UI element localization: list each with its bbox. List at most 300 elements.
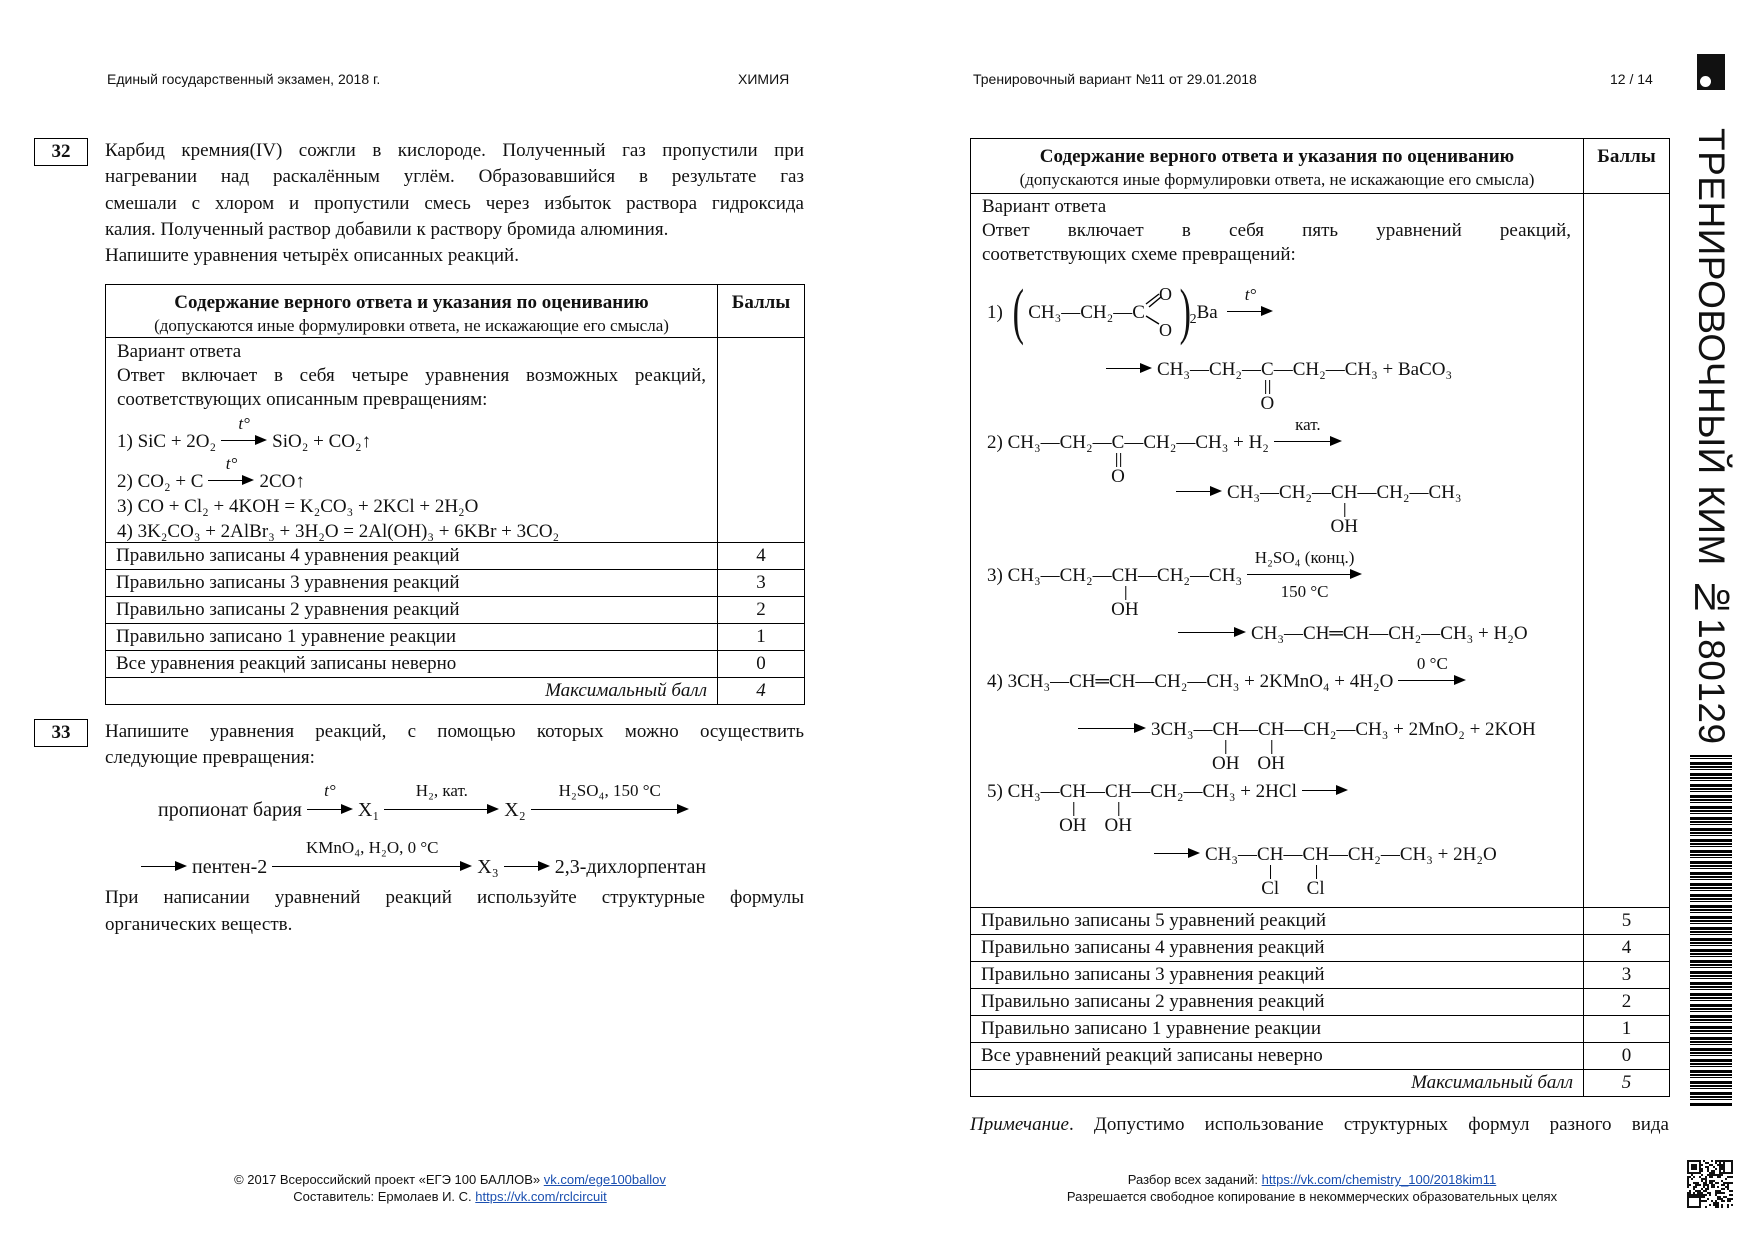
reaction-arrow bbox=[208, 453, 254, 489]
qr-module bbox=[1699, 1166, 1701, 1168]
qr-module bbox=[1729, 1194, 1731, 1196]
formula-text: SiO₂ + CO₂↑ bbox=[272, 431, 372, 452]
reaction-arrow bbox=[1176, 481, 1222, 500]
max-score-value: 5 bbox=[1584, 1070, 1670, 1097]
qr-module bbox=[1699, 1162, 1701, 1164]
qr-module bbox=[1699, 1206, 1701, 1208]
qr-module bbox=[1695, 1196, 1697, 1198]
qr-module bbox=[1723, 1170, 1725, 1172]
atom-group bbox=[1111, 431, 1125, 487]
q33-text-line: следующие превращения: bbox=[105, 747, 315, 768]
arrow-condition-above: t° bbox=[238, 413, 250, 433]
score-row bbox=[971, 1043, 1670, 1070]
qr-module bbox=[1731, 1170, 1733, 1172]
qr-module bbox=[1691, 1172, 1693, 1174]
qr-module bbox=[1687, 1162, 1689, 1164]
qr-module bbox=[1711, 1182, 1713, 1184]
criterion-points: 0 bbox=[718, 651, 805, 678]
atom-group bbox=[1059, 780, 1087, 836]
reaction-arrow bbox=[1398, 653, 1466, 689]
arrow-head-icon bbox=[1336, 785, 1348, 795]
qr-module bbox=[1721, 1180, 1723, 1182]
copyright-text: © 2017 Всероссийский проект «ЕГЭ 100 БАЛЛОВ» bbox=[234, 1172, 544, 1187]
qr-module bbox=[1693, 1206, 1695, 1208]
answer-line: соответствующих схеме превращений: bbox=[982, 244, 1296, 265]
qr-module bbox=[1703, 1184, 1705, 1186]
formula-text: — bbox=[1238, 719, 1258, 740]
qr-module bbox=[1705, 1190, 1707, 1192]
qr-module bbox=[1731, 1162, 1733, 1164]
atom-label: C bbox=[1111, 432, 1125, 453]
formula-text: 3CH₃— bbox=[1151, 719, 1213, 740]
qr-module bbox=[1709, 1180, 1711, 1182]
formula-text: —CH₂—CH₃ + 2MnO₂ + 2KOH bbox=[1284, 719, 1536, 740]
q32-text-line: калия. Полученный раствор добавили к раствору бромида алюминия. bbox=[105, 219, 669, 240]
reaction-arrow bbox=[1178, 622, 1246, 641]
qr-module bbox=[1699, 1164, 1701, 1166]
qr-module bbox=[1711, 1176, 1713, 1178]
qr-module bbox=[1687, 1172, 1689, 1174]
reaction-3-product bbox=[1173, 622, 1528, 646]
qr-module bbox=[1703, 1190, 1705, 1192]
qr-module bbox=[1687, 1196, 1689, 1198]
formula-text: пропионат бария bbox=[158, 799, 302, 821]
reaction-5-product bbox=[1149, 843, 1497, 899]
substituent: OH bbox=[1111, 588, 1138, 620]
q32-text-line: нагревании над раскалённым углём. Образовавшийся в результате газ bbox=[105, 166, 804, 187]
answer-content bbox=[971, 194, 1584, 908]
arrow-shaft bbox=[384, 809, 492, 810]
qr-module bbox=[1709, 1174, 1711, 1176]
reaction-arrow bbox=[221, 413, 267, 449]
project-link[interactable]: vk.com/ege100ballov bbox=[543, 1172, 666, 1187]
q33-text-line: Напишите уравнения реакций, с помощью которых можно осуществить bbox=[105, 721, 804, 742]
qr-module bbox=[1687, 1186, 1689, 1188]
qr-module bbox=[1699, 1194, 1701, 1196]
qr-module bbox=[1689, 1192, 1691, 1194]
arrow-shaft bbox=[1247, 574, 1355, 575]
qr-module bbox=[1689, 1206, 1691, 1208]
qr-module bbox=[1709, 1194, 1711, 1196]
qr-module bbox=[1717, 1196, 1719, 1198]
q32-task: Напишите уравнения четырёх описанных реакций. bbox=[105, 245, 519, 266]
qr-module bbox=[1693, 1194, 1695, 1196]
reaction-arrow bbox=[531, 781, 689, 818]
qr-module bbox=[1713, 1204, 1715, 1206]
atom-group bbox=[1104, 780, 1132, 836]
open-paren: ( bbox=[1012, 278, 1024, 346]
qr-module bbox=[1717, 1192, 1719, 1194]
atom-label: C bbox=[1261, 359, 1274, 380]
qr-module bbox=[1729, 1182, 1731, 1184]
qr-module bbox=[1705, 1176, 1707, 1178]
qr-module bbox=[1705, 1206, 1707, 1208]
footer-right-line-2: Разрешается свободное копирование в некоммерческих образовательных целях bbox=[1066, 1189, 1558, 1204]
reaction-number: 1) bbox=[987, 302, 1003, 323]
qr-module bbox=[1687, 1192, 1689, 1194]
variant-title: Тренировочный вариант №11 от 29.01.2018 bbox=[973, 71, 1257, 87]
qr-module bbox=[1689, 1172, 1691, 1174]
qr-module bbox=[1687, 1194, 1689, 1196]
equation-2 bbox=[117, 453, 305, 494]
formula-text: — bbox=[1086, 781, 1106, 802]
max-score-row bbox=[971, 1070, 1670, 1097]
arrow-shaft bbox=[1398, 680, 1459, 681]
qr-module bbox=[1731, 1198, 1733, 1200]
qr-module bbox=[1725, 1178, 1727, 1180]
qr-module bbox=[1721, 1160, 1723, 1162]
arrow-head-icon bbox=[175, 861, 187, 871]
qr-module bbox=[1715, 1160, 1717, 1162]
note-text: . Допустимо использование структурных формул разного вида bbox=[1068, 1114, 1669, 1135]
atom-group bbox=[1212, 718, 1240, 774]
qr-module bbox=[1695, 1164, 1697, 1166]
qr-module bbox=[1723, 1166, 1725, 1168]
qr-module bbox=[1713, 1170, 1715, 1172]
qr-module bbox=[1727, 1182, 1729, 1184]
qr-module bbox=[1719, 1168, 1721, 1170]
answer-title: Вариант ответа bbox=[982, 196, 1107, 217]
answer-line: соответствующих описанным превращениям: bbox=[117, 389, 488, 410]
qr-module bbox=[1705, 1184, 1707, 1186]
qr-module bbox=[1727, 1184, 1729, 1186]
qr-module bbox=[1715, 1202, 1717, 1204]
qr-module bbox=[1727, 1198, 1729, 1200]
qr-module bbox=[1719, 1192, 1721, 1194]
qr-module bbox=[1707, 1162, 1709, 1164]
substituent: Cl bbox=[1261, 867, 1279, 899]
qr-module bbox=[1709, 1164, 1711, 1166]
qr-module bbox=[1723, 1184, 1725, 1186]
qr-module bbox=[1693, 1196, 1695, 1198]
formula-text: 4) 3K₂CO₃ + 2AlBr₃ + 3H₂O = 2Al(OH)₃ + 6KBr + 3CO₂ bbox=[117, 521, 560, 542]
qr-module bbox=[1731, 1172, 1733, 1174]
barcode bbox=[1690, 755, 1732, 1107]
author-link[interactable]: https://vk.com/rclcircuit bbox=[475, 1189, 607, 1204]
note bbox=[970, 1112, 1669, 1138]
criterion-points: 5 bbox=[1584, 908, 1670, 935]
qr-module bbox=[1713, 1180, 1715, 1182]
qr-module bbox=[1721, 1164, 1723, 1166]
qr-module bbox=[1729, 1190, 1731, 1192]
criterion-points: 0 bbox=[1584, 1043, 1670, 1070]
qr-code bbox=[1687, 1160, 1733, 1208]
arrow-head-icon bbox=[1454, 675, 1466, 685]
qr-module bbox=[1731, 1182, 1733, 1184]
footer-left-line-1 bbox=[150, 1172, 750, 1187]
qr-module bbox=[1729, 1176, 1731, 1178]
substituent: O bbox=[1261, 382, 1275, 414]
qr-module bbox=[1723, 1164, 1725, 1166]
qr-module bbox=[1691, 1160, 1693, 1162]
qr-module bbox=[1687, 1182, 1689, 1184]
atom-group bbox=[1257, 843, 1284, 899]
qr-module bbox=[1725, 1172, 1727, 1174]
qr-module bbox=[1689, 1196, 1691, 1198]
qr-module bbox=[1699, 1170, 1701, 1172]
qr-module bbox=[1701, 1192, 1703, 1194]
reaction-2-product bbox=[1171, 481, 1462, 537]
reaction-arrow bbox=[1247, 547, 1362, 602]
qr-module bbox=[1695, 1186, 1697, 1188]
arrow-condition-above: H₂, кат. bbox=[415, 781, 468, 800]
qr-module bbox=[1715, 1204, 1717, 1206]
qr-module bbox=[1699, 1172, 1701, 1174]
qr-module bbox=[1687, 1160, 1689, 1162]
atom-label: CH bbox=[1212, 719, 1239, 740]
atom-label: CH bbox=[1257, 719, 1285, 740]
qr-module bbox=[1699, 1184, 1701, 1186]
formula-text: 1) SiC + 2O₂ bbox=[117, 431, 217, 452]
qr-module bbox=[1719, 1166, 1721, 1168]
table-header-points bbox=[718, 285, 805, 338]
qr-module bbox=[1721, 1200, 1723, 1202]
arrow-condition-below: 150 °C bbox=[1280, 582, 1329, 602]
qr-module bbox=[1719, 1172, 1721, 1174]
qr-module bbox=[1705, 1166, 1707, 1168]
qr-module bbox=[1707, 1198, 1709, 1200]
criterion-points: 3 bbox=[718, 570, 805, 597]
qr-module bbox=[1691, 1206, 1693, 1208]
qr-module bbox=[1723, 1196, 1725, 1198]
score-row bbox=[971, 962, 1670, 989]
formula-text: —CH₂—CH₃ bbox=[1357, 482, 1462, 503]
review-link[interactable]: https://vk.com/chemistry_100/2018kim11 bbox=[1261, 1172, 1497, 1187]
qr-module bbox=[1717, 1198, 1719, 1200]
transformation-scheme-line-1 bbox=[158, 781, 694, 823]
atom-label: CH bbox=[1257, 844, 1284, 865]
equation-4 bbox=[117, 520, 559, 544]
qr-module bbox=[1687, 1164, 1689, 1166]
formula-text: —CH₂—CH₃ bbox=[1138, 565, 1243, 586]
substituent: OH bbox=[1257, 742, 1284, 774]
criterion-text: Правильно записаны 4 уравнения реакций bbox=[106, 543, 718, 570]
qr-module bbox=[1701, 1170, 1703, 1172]
qr-module bbox=[1689, 1160, 1691, 1162]
arrow-shaft bbox=[1274, 441, 1335, 442]
qr-module bbox=[1691, 1164, 1693, 1166]
q33-note-line: При написании уравнений реакций используйте структурные формулы bbox=[105, 887, 804, 908]
arrow-head-icon bbox=[1140, 363, 1152, 373]
arrow-head-icon bbox=[255, 435, 267, 445]
arrow-head-icon bbox=[1350, 569, 1362, 579]
qr-module bbox=[1695, 1168, 1697, 1170]
qr-module bbox=[1689, 1176, 1691, 1178]
qr-module bbox=[1687, 1202, 1689, 1204]
atom-label: CH bbox=[1302, 844, 1329, 865]
qr-module bbox=[1723, 1172, 1725, 1174]
close-paren: ) bbox=[1179, 278, 1191, 346]
formula-text: X₂ bbox=[504, 799, 526, 821]
reaction-arrow bbox=[272, 838, 472, 875]
qr-module bbox=[1731, 1166, 1733, 1168]
qr-module bbox=[1717, 1190, 1719, 1192]
qr-module bbox=[1699, 1168, 1701, 1170]
corner-marker-icon bbox=[1697, 54, 1725, 90]
arrow-head-icon bbox=[1188, 848, 1200, 858]
qr-module bbox=[1709, 1204, 1711, 1206]
qr-module bbox=[1719, 1164, 1721, 1166]
qr-module bbox=[1693, 1172, 1695, 1174]
qr-module bbox=[1703, 1160, 1705, 1162]
criterion-text: Правильно записаны 2 уравнения реакций bbox=[971, 989, 1584, 1016]
qr-module bbox=[1697, 1184, 1699, 1186]
qr-module bbox=[1699, 1198, 1701, 1200]
reaction-arrow bbox=[1154, 843, 1200, 862]
arrow-shaft bbox=[1178, 632, 1239, 633]
qr-module bbox=[1695, 1184, 1697, 1186]
qr-module bbox=[1699, 1176, 1701, 1178]
criterion-points: 3 bbox=[1584, 962, 1670, 989]
arrow-condition-above: t° bbox=[324, 781, 336, 800]
score-row bbox=[106, 597, 805, 624]
arrow-condition-above: t° bbox=[225, 453, 238, 473]
qr-module bbox=[1717, 1204, 1719, 1206]
criterion-text: Правильно записаны 3 уравнения реакций bbox=[971, 962, 1584, 989]
substituent: OH bbox=[1331, 505, 1358, 537]
criterion-text: Правильно записаны 3 уравнения реакций bbox=[106, 570, 718, 597]
qr-module bbox=[1725, 1160, 1727, 1162]
qr-module bbox=[1731, 1190, 1733, 1192]
qr-module bbox=[1731, 1194, 1733, 1196]
answer-content bbox=[106, 338, 718, 543]
qr-module bbox=[1697, 1196, 1699, 1198]
author-text: Составитель: Ермолаев И. С. bbox=[293, 1189, 476, 1204]
q32-scoring-table bbox=[105, 284, 805, 705]
table-header-content bbox=[106, 285, 718, 338]
subject-title: ХИМИЯ bbox=[738, 71, 790, 87]
qr-module bbox=[1723, 1192, 1725, 1194]
qr-module bbox=[1715, 1194, 1717, 1196]
reaction-4 bbox=[987, 653, 1471, 694]
arrow-head-icon bbox=[677, 804, 689, 814]
qr-module bbox=[1693, 1188, 1695, 1190]
transformation-scheme-line-2 bbox=[136, 838, 707, 880]
formula-text: CH₃— bbox=[1205, 844, 1258, 865]
reaction-1-product bbox=[1101, 358, 1453, 414]
qr-module bbox=[1693, 1168, 1695, 1170]
reaction-arrow bbox=[1078, 718, 1146, 737]
formula-text: пентен-2 bbox=[192, 856, 268, 878]
header-main: Содержание верного ответа и указания по оцениванию bbox=[1039, 146, 1515, 167]
qr-module bbox=[1727, 1206, 1729, 1208]
criterion-points: 2 bbox=[1584, 989, 1670, 1016]
qr-module bbox=[1711, 1186, 1713, 1188]
qr-module bbox=[1713, 1174, 1715, 1176]
formula-text: CH₃—CH₂— bbox=[1227, 482, 1332, 503]
qr-module bbox=[1697, 1194, 1699, 1196]
qr-module bbox=[1727, 1160, 1729, 1162]
qr-module bbox=[1687, 1180, 1689, 1182]
arrow-shaft bbox=[272, 866, 465, 867]
arrow-condition-above: 0 °C bbox=[1416, 653, 1448, 673]
note-label: Примечание bbox=[970, 1114, 1069, 1135]
score-row bbox=[971, 908, 1670, 935]
criterion-text: Все уравнения реакций записаны неверно bbox=[106, 651, 718, 678]
qr-module bbox=[1707, 1192, 1709, 1194]
arrow-head-icon bbox=[1234, 627, 1246, 637]
qr-module bbox=[1705, 1194, 1707, 1196]
q33-scoring-table bbox=[970, 138, 1670, 1097]
table-header-content bbox=[971, 139, 1584, 194]
qr-module bbox=[1707, 1186, 1709, 1188]
formula-text: —CH₂—CH₃ + 2H₂O bbox=[1328, 844, 1497, 865]
qr-module bbox=[1719, 1198, 1721, 1200]
qr-module bbox=[1693, 1166, 1695, 1168]
qr-module bbox=[1697, 1192, 1699, 1194]
qr-module bbox=[1691, 1174, 1693, 1176]
qr-module bbox=[1687, 1184, 1689, 1186]
qr-module bbox=[1711, 1164, 1713, 1166]
qr-module bbox=[1731, 1168, 1733, 1170]
substituent: OH bbox=[1104, 804, 1131, 836]
qr-module bbox=[1695, 1172, 1697, 1174]
qr-module bbox=[1697, 1182, 1699, 1184]
qr-module bbox=[1717, 1206, 1719, 1208]
qr-module bbox=[1721, 1192, 1723, 1194]
question-number-32: 32 bbox=[34, 138, 88, 166]
formula-text: X₁ bbox=[357, 799, 380, 821]
qr-module bbox=[1709, 1182, 1711, 1184]
answer-line: Ответ включает в себя пять уравнений реакций, bbox=[982, 220, 1571, 241]
question-number-33: 33 bbox=[34, 719, 88, 747]
oxygen-bottom: O bbox=[1158, 319, 1172, 340]
qr-module bbox=[1701, 1196, 1703, 1198]
reaction-3 bbox=[987, 547, 1367, 620]
qr-module bbox=[1701, 1180, 1703, 1182]
answer-points-cell bbox=[1584, 194, 1670, 908]
atom-label: CH bbox=[1331, 482, 1358, 503]
qr-module bbox=[1689, 1194, 1691, 1196]
qr-module bbox=[1689, 1184, 1691, 1186]
qr-module bbox=[1711, 1172, 1713, 1174]
qr-module bbox=[1719, 1170, 1721, 1172]
qr-module bbox=[1713, 1186, 1715, 1188]
answer-points-cell bbox=[718, 338, 805, 543]
score-row bbox=[106, 651, 805, 678]
atom-label: CH bbox=[1111, 565, 1139, 586]
qr-module bbox=[1721, 1168, 1723, 1170]
qr-module bbox=[1705, 1188, 1707, 1190]
qr-module bbox=[1727, 1172, 1729, 1174]
max-score-label: Максимальный балл bbox=[106, 678, 718, 705]
substituent: OH bbox=[1059, 804, 1086, 836]
header-main: Содержание верного ответа и указания по оцениванию bbox=[174, 292, 649, 313]
qr-module bbox=[1713, 1166, 1715, 1168]
metal: Ba bbox=[1196, 302, 1218, 323]
qr-module bbox=[1729, 1172, 1731, 1174]
qr-module bbox=[1693, 1186, 1695, 1188]
qr-module bbox=[1721, 1198, 1723, 1200]
arrow-head-icon bbox=[242, 475, 254, 485]
score-row bbox=[971, 1016, 1670, 1043]
qr-module bbox=[1699, 1202, 1701, 1204]
qr-module bbox=[1687, 1166, 1689, 1168]
qr-module bbox=[1717, 1174, 1719, 1176]
arrow-condition-above: KMnO₄, H₂O, 0 °C bbox=[306, 838, 439, 857]
qr-module bbox=[1717, 1186, 1719, 1188]
criterion-text: Правильно записано 1 уравнение реакции bbox=[106, 624, 718, 651]
arrow-condition: t° bbox=[1244, 284, 1257, 304]
qr-module bbox=[1711, 1180, 1713, 1182]
formula-text: 2) CH₃—CH₂— bbox=[987, 432, 1112, 453]
criterion-points: 4 bbox=[1584, 935, 1670, 962]
qr-module bbox=[1697, 1190, 1699, 1192]
atom-label: CH bbox=[1059, 781, 1087, 802]
formula-text: 2,3-дихлорпентан bbox=[554, 856, 707, 878]
qr-module bbox=[1693, 1182, 1695, 1184]
criterion-text: Правильно записаны 5 уравнений реакций bbox=[971, 908, 1584, 935]
